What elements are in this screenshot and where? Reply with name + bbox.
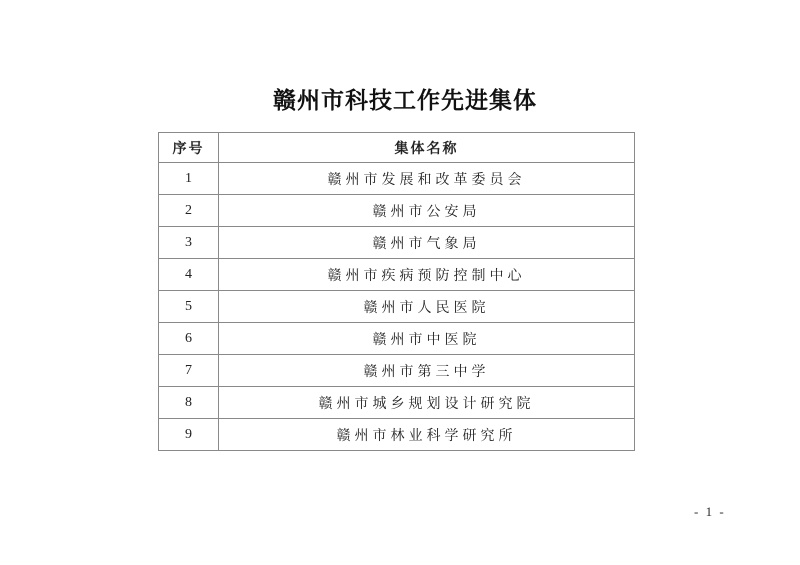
row-name-cell: 赣州市公安局 (219, 195, 635, 227)
table-row (159, 419, 635, 451)
column-header-index: 序号 (159, 133, 219, 163)
row-name-cell: 赣州市第三中学 (219, 355, 635, 387)
row-name-cell: 赣州市林业科学研究所 (219, 419, 635, 451)
row-index-cell: 6 (159, 323, 219, 355)
row-name-cell: 赣州市疾病预防控制中心 (219, 259, 635, 291)
row-name-cell: 赣州市中医院 (219, 323, 635, 355)
row-index-cell: 2 (159, 195, 219, 227)
table-body (159, 163, 635, 451)
row-index-cell: 9 (159, 419, 219, 451)
table-row (159, 259, 635, 291)
table-header-row (159, 133, 635, 163)
row-index-cell: 8 (159, 387, 219, 419)
row-name-cell: 赣州市人民医院 (219, 291, 635, 323)
table-row (159, 387, 635, 419)
row-name-cell: 赣州市发展和改革委员会 (219, 163, 635, 195)
row-name-cell: 赣州市城乡规划设计研究院 (219, 387, 635, 419)
row-index-cell: 3 (159, 227, 219, 259)
row-index-cell: 4 (159, 259, 219, 291)
awards-table (158, 132, 635, 451)
table-row (159, 323, 635, 355)
page-title: 赣州市科技工作先进集体 (273, 88, 537, 113)
row-index-cell: 5 (159, 291, 219, 323)
row-index-cell: 1 (159, 163, 219, 195)
page-number: - 1 - (694, 504, 726, 519)
column-header-name: 集体名称 (219, 133, 635, 163)
table-row (159, 227, 635, 259)
row-index-cell: 7 (159, 355, 219, 387)
table-row (159, 291, 635, 323)
table-row (159, 355, 635, 387)
table-row (159, 163, 635, 195)
row-name-cell: 赣州市气象局 (219, 227, 635, 259)
table-row (159, 195, 635, 227)
